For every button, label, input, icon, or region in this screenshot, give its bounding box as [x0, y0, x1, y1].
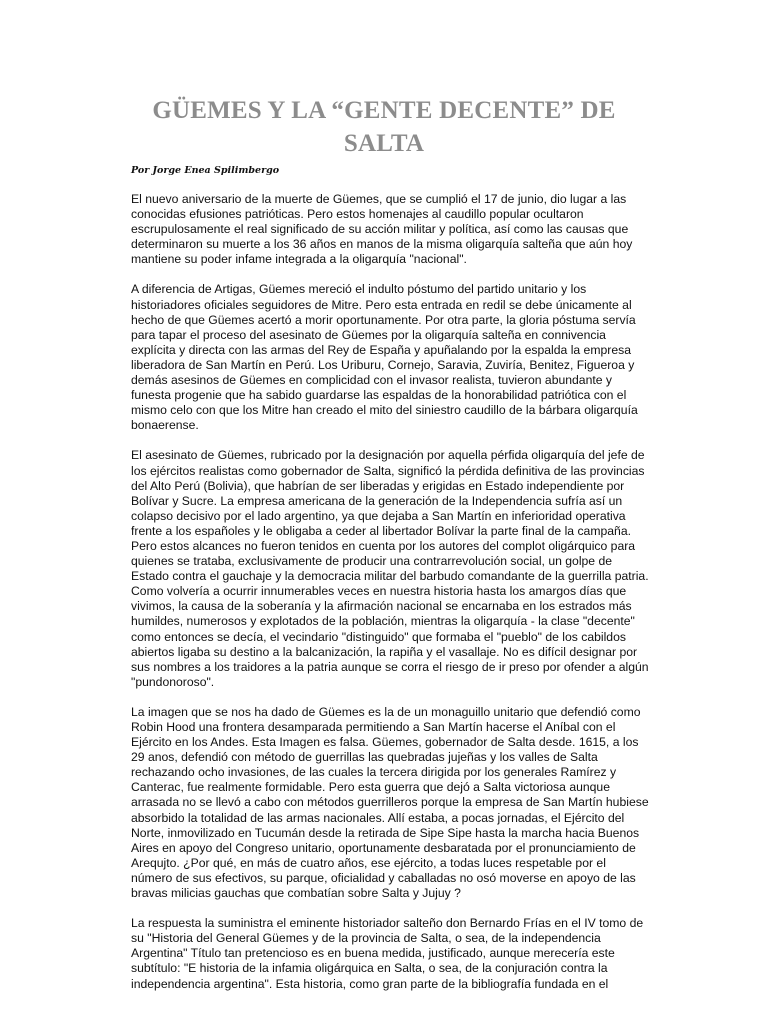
paragraph-line: explícita y directa con las armas del Rey de España y apuñalando por la espalda la empresa: [131, 342, 631, 357]
paragraph: [131, 192, 651, 267]
paragraph-line: Aires en apoyo del Congreso unitario, oportunamente desbaratada por el pronunciamiento de: [131, 840, 636, 855]
paragraph-line: Arequjto. ¿Por qué, en más de cuatro años, ese ejército, a todas luces respetable por el: [131, 855, 606, 870]
paragraph: [131, 916, 651, 991]
paragraph-line: 29 anos, defendió con método de guerrillas las quebradas jujeñas y los valles de Salta: [131, 750, 598, 765]
paragraph-line: La imagen que se nos ha dado de Güemes es la de un monaguillo unitario que defendió como: [131, 704, 641, 719]
paragraph-line: demás asesinos de Güemes en complicidad con el invasor realista, tuvieron abundante y: [131, 373, 613, 388]
paragraph-line: arrasada no se llevó a cabo con métodos guerrilleros porque la empresa de San Martín hubiese: [131, 795, 649, 810]
paragraph-line: frente a los españoles y le obligaba a ceder al libertador Bolívar la parte final de la campaña.: [131, 523, 631, 538]
paragraph-line: Canterac, fue realmente formidable. Pero esta guerra que dejó a Salta victoriosa aunque: [131, 780, 610, 795]
paragraph-line: absorbido la totalidad de las armas nacionales. Allí estaba, a pocas jornadas, el Ejército del: [131, 810, 625, 825]
paragraph: [131, 448, 651, 690]
paragraph-line: funesta progenie que ha sabido guardarse las espaldas de la honorabilidad patriótica con el: [131, 388, 627, 403]
paragraph-line: El asesinato de Güemes, rubricado por la designación por aquella pérfida oligarquía del jefe de: [131, 448, 645, 463]
paragraph-line: los ejércitos realistas como gobernador de Salta, significó la pérdida definitiva de las provincias: [131, 463, 645, 478]
paragraph-line: bonaerense.: [131, 418, 199, 433]
paragraph-line: como entonces se decía, el vecindario "distinguido" que formaba el "pueblo" de los cabildos: [131, 629, 626, 644]
document-title: [120, 94, 648, 160]
author-byline: Por Jorge Enea Spilimbergo: [131, 165, 280, 176]
paragraph-line: Ejército en los Andes. Esta Imagen es falsa. Güemes, gobernador de Salta desde. 1615, a los: [131, 735, 639, 750]
title-line: SALTA: [343, 130, 425, 157]
paragraph-line: quienes se trataba, exclusivamente de producir una contrarrevolución social, un golpe de: [131, 554, 613, 569]
paragraph-line: Bolívar y Sucre. La empresa americana de la generación de la Independencia sufría así un: [131, 493, 623, 508]
paragraph-line: humildes, numerosos y explotados de la población, mientras la oligarquía - la clase "decente": [131, 614, 635, 629]
paragraph-line: Norte, inmovilizado en Tucumán desde la retirada de Sipe Sipe hasta la marcha hacia Buenos: [131, 825, 640, 840]
paragraph-line: independencia argentina". Esta historia, como gran parte de la bibliografía fundada en el: [131, 976, 609, 991]
paragraph-line: subtítulo: "E historia de la infamia oligárquica en Salta, o sea, de la conjuración contra la: [131, 961, 608, 976]
paragraph-line: colapso decisivo por el lado argentino, ya que dejaba a San Martín en inferioridad operativa: [131, 508, 626, 523]
paragraph-line: El nuevo aniversario de la muerte de Güemes, que se cumplió el 17 de junio, dio lugar a las: [131, 192, 627, 206]
paragraph: [131, 705, 651, 901]
paragraph-line: mismo celo con que los Mitre han creado el mito del siniestro caudillo de la bárbara oligarquía: [131, 403, 638, 418]
paragraph-line: Pero estos alcances no fueron tenidos en cuenta por los autores del complot oligárquico para: [131, 538, 636, 553]
paragraph-line: sus nombres a los traidores a la patria aunque se corra el riesgo de ir preso por ofender a algún: [131, 659, 649, 674]
paragraph-line: del Alto Perú (Bolivia), que habrían de ser liberadas y erigidas en Estado independiente por: [131, 478, 625, 493]
paragraph: [131, 282, 651, 433]
paragraph-line: conocidas efusiones patrióticas. Pero estos homenajes al caudillo popular ocultaron: [131, 207, 584, 222]
paragraph-line: vivimos, la causa de la soberanía y la afirmación nacional se encarnaba en los estrados más: [131, 599, 632, 614]
paragraph-line: abiertos ligaba su destino a la balcanización, la rapiña y el vasallaje. No es difícil designar por: [131, 644, 638, 659]
paragraph-line: bravas milicias gauchas que combatían sobre Salta y Jujuy ?: [131, 886, 461, 901]
paragraph-line: escrupulosamente el real significado de su acción militar y política, así como las causas que: [131, 222, 629, 237]
paragraph-line: su "Historia del General Güemes y de la provincia de Salta, o sea, de la independencia: [131, 931, 601, 946]
paragraph-line: Robin Hood una frontera desamparada permitiendo a San Martín hacerse el Aníbal con el: [131, 720, 616, 734]
paragraph-line: Estado contra el gauchaje y la democracia militar del barbudo comandante de la guerrilla patria.: [131, 569, 649, 584]
paragraph-line: A diferencia de Artigas, Güemes mereció el indulto póstumo del partido unitario y los: [131, 282, 587, 297]
paragraph-line: rechazando ocho invasiones, de las cuales la tercera dirigida por los generales Ramírez y: [131, 765, 617, 780]
paragraph-line: determinaron su muerte a los 36 años en manos de la misma oligarquía salteña que aún hoy: [131, 237, 633, 252]
article-body: [131, 192, 651, 1007]
paragraph-line: liberadora de San Martín en Perú. Los Uriburu, Cornejo, Saravia, Zuviría, Benitez, Figueroa y: [131, 357, 635, 372]
title-line: GÜEMES Y LA “GENTE DECENTE” DE: [152, 97, 616, 124]
paragraph-line: historiadores oficiales seguidores de Mitre. Pero esta entrada en redil se debe únicamente al: [131, 297, 632, 312]
paragraph-line: La respuesta la suministra el eminente historiador salteño don Bernardo Frías en el IV tomo de: [131, 916, 644, 931]
paragraph-line: Como volvería a ocurrir innumerables veces en nuestra historia hasta los amargos días que: [131, 584, 627, 599]
paragraph-line: número de sus efectivos, su parque, oficialidad y caballadas no osó moverse en apoyo de las: [131, 870, 636, 885]
paragraph-line: para tapar el proceso del asesinato de Güemes por la oligarquía salteña en connivencia: [131, 327, 606, 342]
paragraph-line: hecho de que Güemes acertó a morir oportunamente. Por otra parte, la gloria póstuma servía: [131, 312, 636, 327]
paragraph-line: "pundonoroso".: [131, 674, 215, 689]
paragraph-line: mantiene su poder infame integrada a la oligarquía "nacional".: [131, 252, 467, 267]
paragraph-line: Argentina" Título tan pretencioso es en buena medida, justificado, aunque merecería este: [131, 946, 615, 961]
